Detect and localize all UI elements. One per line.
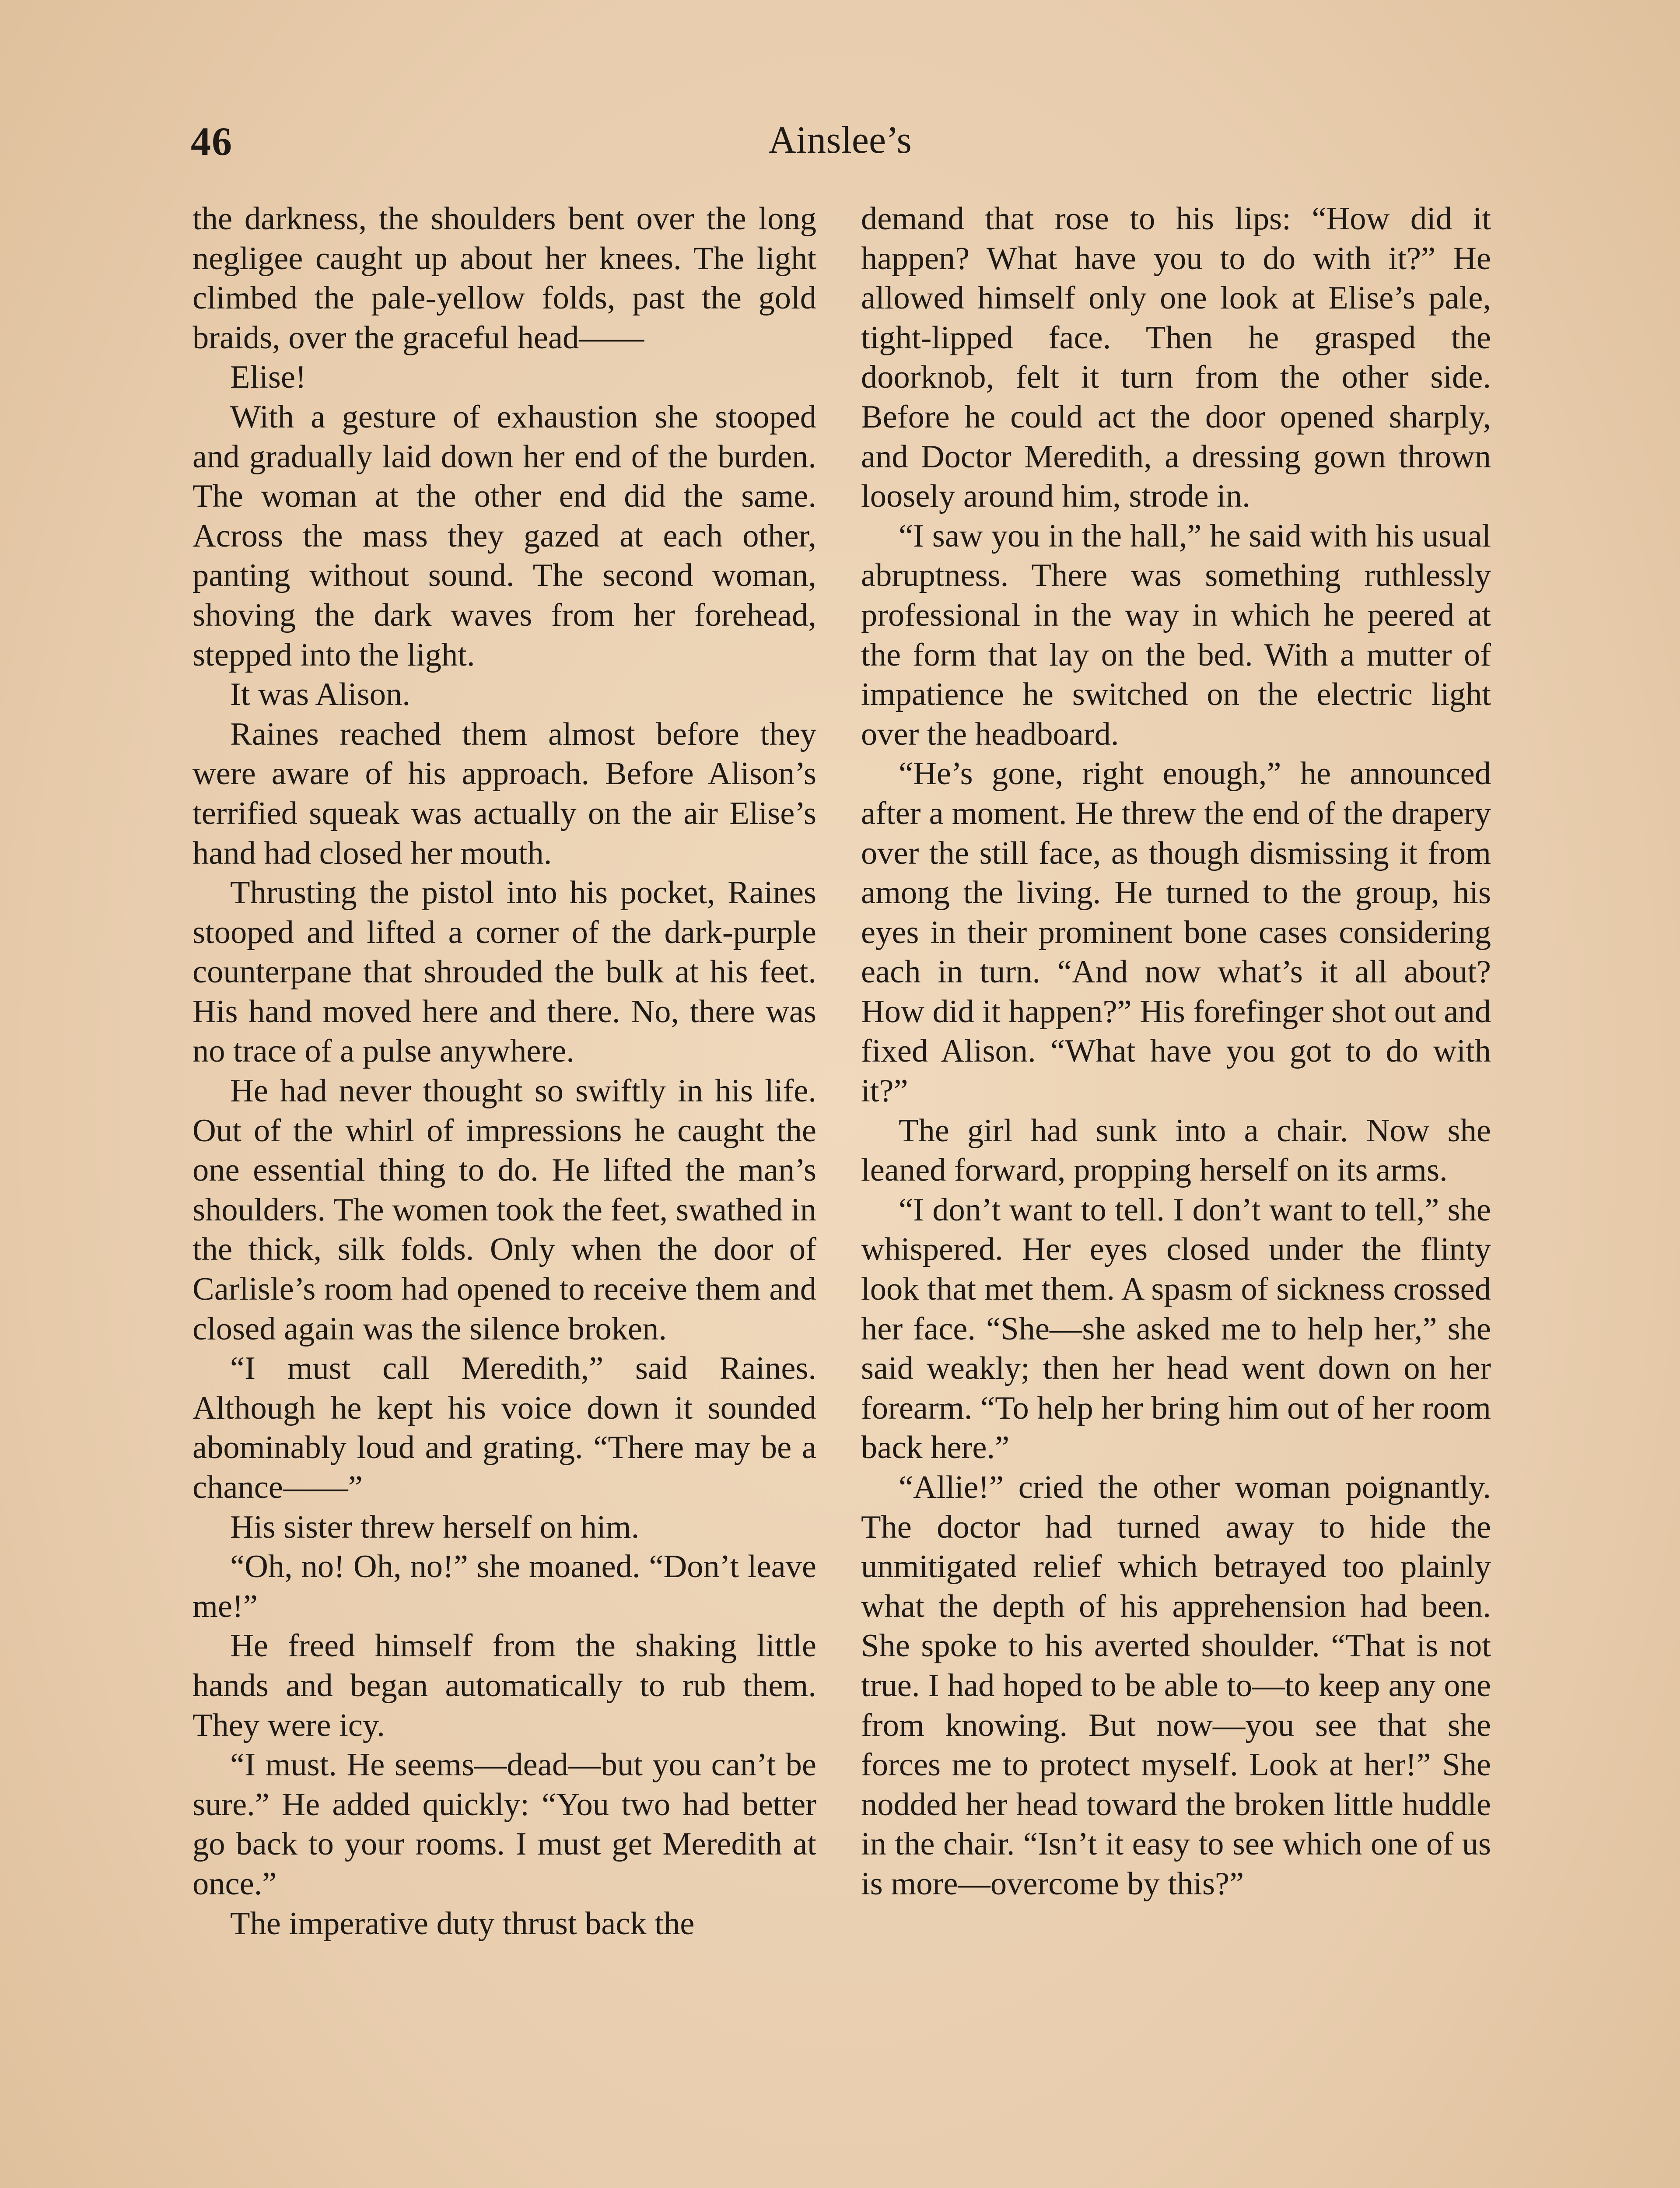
paragraph: Elise! (230, 359, 306, 396)
paragraph: “I saw you in the hall,” he said with his usual abruptness. There was something ruthlessly professional in the way in which he peered at the form that lay on the bed. With a mutter of impatience he switched on the electric light over the headboard. (861, 518, 1491, 752)
paragraph: His sister threw herself on him. (230, 1509, 640, 1545)
paragraph: He had never thought so swiftly in his life. Out of the whirl of impressions he caught the one essential thing to do. He lifted the man’s shoulders. The women took the feet, swathed in the thick, silk folds. Only when the door of Carlisle’s room had opened to receive them and closed again was the silence broken. (192, 1073, 816, 1347)
paragraph: “Allie!” cried the other woman poignantly. The doctor had turned away to hide the unmitigated relief which betrayed too plainly what the depth of his apprehension had been. She spoke to his averted shoulder. “That is not true. I had hoped to be able to—to keep any one from knowing. But now—you see that she forces me to protect myself. Look at her!” She nodded her head toward the broken little huddle in the chair. “Isn’t it easy to see which one of us is more—overcome by this?” (861, 1469, 1491, 1902)
paragraph: With a gesture of exhaustion she stooped and gradually laid down her end of the burden. The woman at the other end did the same. Across the mass they gazed at each other, panting without sound. The second woman, shoving the dark waves from her forehead, stepped into the light. (192, 399, 816, 673)
paragraph: The imperative duty thrust back the (230, 1905, 695, 1942)
paragraph: “Oh, no! Oh, no!” she moaned. “Don’t leave me!” (192, 1549, 816, 1624)
paragraph: the darkness, the shoulders bent over the long negligee caught up about her knees. The light climbed the pale-yellow folds, past the gold braids, over the graceful head—— (192, 201, 816, 356)
right-column (861, 199, 1491, 2188)
paragraph: It was Alison. (230, 677, 410, 713)
paragraph: Thrusting the pistol into his pocket, Raines stooped and lifted a corner of the dark-purple counterpane that shrouded the bulk at his feet. His hand moved here and there. No, there was no trace of a pulse anywhere. (192, 875, 816, 1069)
paragraph: “I don’t want to tell. I don’t want to tell,” she whispered. Her eyes closed under the flinty look that met them. A spasm of sickness crossed her face. “She—she asked me to help her,” she said weakly; then her head went down on her forearm. “To help her bring him out of her room back here.” (861, 1192, 1491, 1466)
left-column (192, 199, 816, 2188)
paragraph: The girl had sunk into a chair. Now she leaned forward, propping herself on its arms. (861, 1112, 1491, 1189)
paragraph: demand that rose to his lips: “How did it happen? What have you to do with it?” He allowed himself only one look at Elise’s pale, tight-lipped face. Then he grasped the doorknob, felt it turn from the other side. Before he could act the door opened sharply, and Doctor Meredith, a dressing gown thrown loosely around him, strode in. (861, 201, 1491, 515)
paragraph: He freed himself from the shaking little hands and began automatically to rub them. They were icy. (192, 1628, 816, 1743)
paragraph: “I must. He seems—dead—but you can’t be sure.” He added quickly: “You two had better go back to your rooms. I must get Meredith at once.” (192, 1747, 816, 1902)
running-head: Ainslee’s (768, 119, 912, 161)
paragraph: “He’s gone, right enough,” he announced after a moment. He threw the end of the drapery over the still face, as though dismissing it from among the living. He turned to the group, his eyes in their prominent bone cases considering each in turn. “And now what’s it all about? How did it happen?” His forefinger shot out and fixed Alison. “What have you got to do with it?” (861, 756, 1491, 1109)
paragraph: “I must call Meredith,” said Raines. Although he kept his voice down it sounded abominably loud and grating. “There may be a chance——” (192, 1350, 816, 1505)
paragraph: Raines reached them almost before they were aware of his approach. Before Alison’s terrified squeak was actually on the air Elise’s hand had closed her mouth. (192, 716, 816, 871)
page-number: 46 (191, 119, 233, 164)
